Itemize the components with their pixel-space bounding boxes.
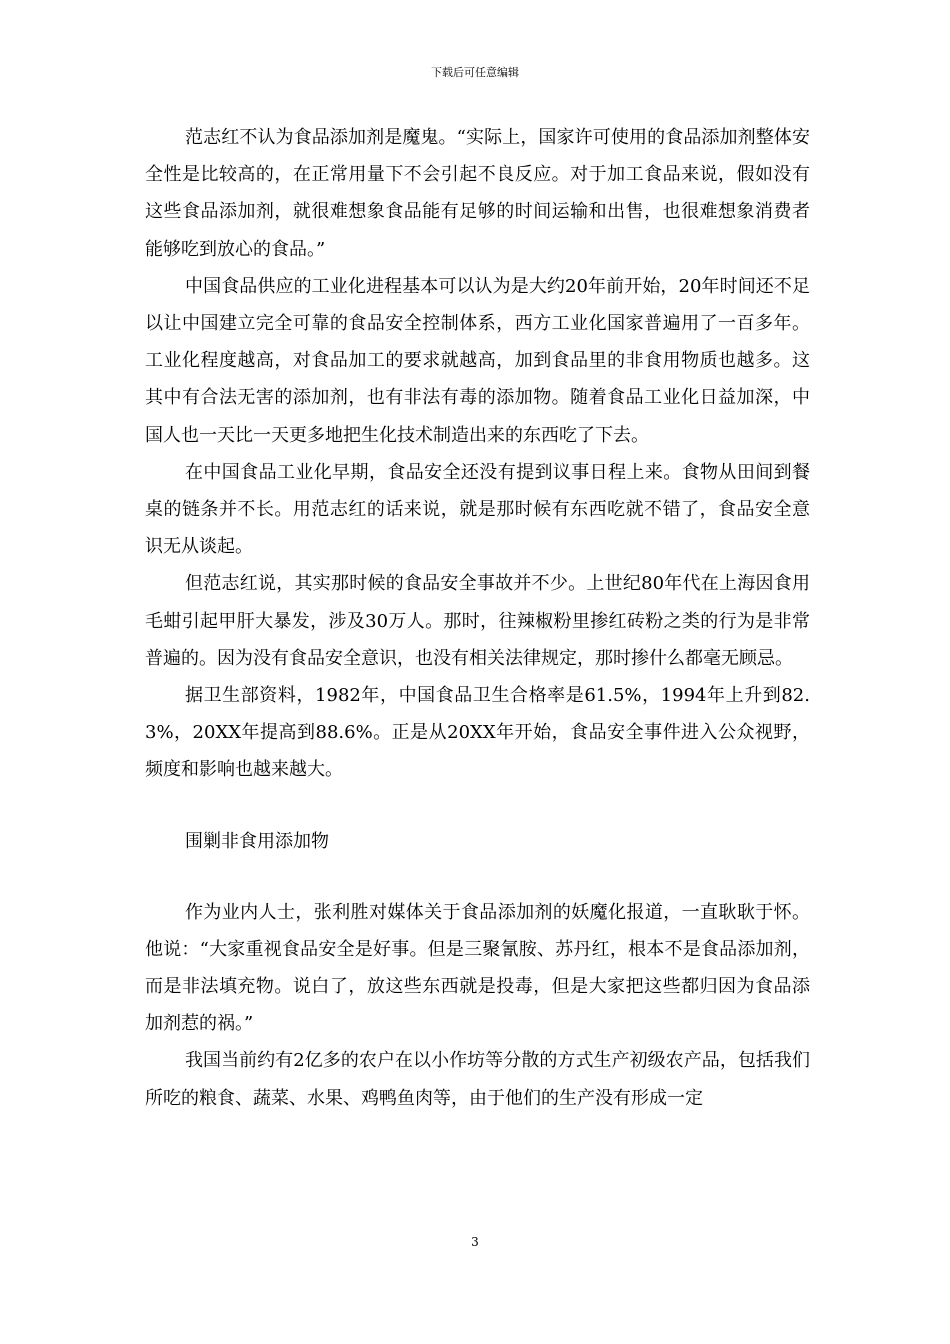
paragraph-3: 在中国食品工业化早期，食品安全还没有提到议事日程上来。食物从田间到餐桌的链条并不长。用范志红的话来说，就是那时候有东西吃就不错了，食品安全意识无从谈起。 (145, 461, 810, 558)
page-number: 3 (471, 1235, 479, 1249)
paragraph-1: 范志红不认为食品添加剂是魔鬼。“实际上，国家许可使用的食品添加剂整体安全性是比较高的，在正常用量下不会引起不良反应。对于加工食品来说，假如没有这些食品添加剂，就很难想象食品能有足够的时间运输和出售，也很难想象消费者能够吃到放心的食品。” (145, 127, 810, 260)
paragraph-2: 中国食品供应的工业化进程基本可以认为是大约20年前开始，20年时间还不足以让中国建立完全可靠的食品安全控制体系，西方工业化国家普遍用了一百多年。工业化程度越高，对食品加工的要求就越高，加到食品里的非食用物质也越多。这其中有合法无害的添加剂，也有非法有毒的添加物。随着食品工业化日益加深，中国人也一天比一天更多地把生化技术制造出来的东西吃了下去。 (145, 275, 810, 446)
page-header: 下载后可任意编辑 (431, 66, 519, 79)
paragraph-6: 作为业内人士，张利胜对媒体关于食品添加剂的妖魔化报道，一直耿耿于怀。他说：“大家重视食品安全是好事。但是三聚氰胺、苏丹红，根本不是食品添加剂，而是非法填充物。说白了，放这些东西就是投毒，但是大家把这些都归因为食品添加剂惹的祸。” (145, 901, 810, 1035)
document-body (145, 119, 810, 1117)
paragraph-7: 我国当前约有2亿多的农户在以小作坊等分散的方式生产初级农产品，包括我们所吃的粮食、蔬菜、水果、鸡鸭鱼肉等，由于他们的生产没有形成一定 (145, 1050, 810, 1109)
section-heading: 围剿非食用添加物 (185, 830, 329, 852)
paragraph-5: 据卫生部资料，1982年，中国食品卫生合格率是61.5%，1994年上升到82.3%，20XX年提高到88.6%。正是从20XX年开始，食品安全事件进入公众视野，频度和影响也越来越大。 (145, 685, 810, 781)
paragraph-4: 但范志红说，其实那时候的食品安全事故并不少。上世纪80年代在上海因食用毛蚶引起甲肝大暴发，涉及30万人。那时，往辣椒粉里掺红砖粉之类的行为是非常普遍的。因为没有食品安全意识，也没有相关法律规定，那时掺什么都毫无顾忌。 (145, 573, 810, 669)
